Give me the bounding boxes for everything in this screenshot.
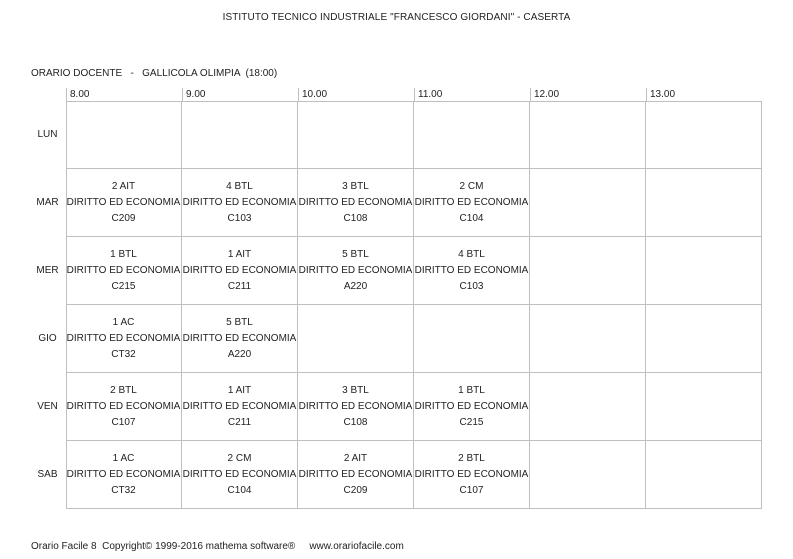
empty-cell [530, 305, 646, 373]
lesson-class: 5 BTL [342, 248, 369, 260]
lesson-room: C211 [227, 280, 252, 292]
lesson-room: C104 [227, 485, 252, 496]
hour-tick [414, 88, 415, 101]
lesson-room: C108 [343, 416, 368, 428]
lesson-cell [66, 237, 182, 305]
empty-cell [646, 305, 762, 373]
lesson-cell [414, 373, 530, 441]
lesson-cell [182, 237, 298, 305]
lesson-room: C108 [343, 212, 368, 224]
lesson-room: A220 [227, 348, 252, 360]
lesson-subject: DIRITTO ED ECONOMIA [182, 469, 297, 480]
day-label-mar: MAR [36, 197, 59, 208]
lesson-subject: DIRITTO ED ECONOMIA [66, 469, 181, 480]
lesson-class: 4 BTL [226, 180, 253, 192]
lesson-room: C211 [227, 416, 252, 428]
lesson-class: 1 AC [112, 316, 135, 328]
lesson-subject: DIRITTO ED ECONOMIA [298, 264, 413, 276]
hour-label: 11.00 [418, 89, 443, 100]
lesson-cell [66, 305, 182, 373]
timetable-grid [66, 101, 762, 509]
lesson-room: C209 [343, 485, 368, 496]
empty-cell [182, 101, 298, 169]
hour-tick [66, 88, 67, 101]
lesson-subject: DIRITTO ED ECONOMIA [414, 196, 529, 208]
lesson-room: C107 [111, 416, 136, 428]
lesson-class: 1 AIT [227, 248, 252, 260]
empty-cell [414, 101, 530, 169]
empty-cell [298, 101, 414, 169]
lesson-subject: DIRITTO ED ECONOMIA [298, 469, 413, 480]
empty-cell [298, 305, 414, 373]
empty-cell [646, 169, 762, 237]
lesson-subject: DIRITTO ED ECONOMIA [298, 196, 413, 208]
lesson-subject: DIRITTO ED ECONOMIA [66, 264, 181, 276]
lesson-cell [414, 237, 530, 305]
empty-cell [530, 441, 646, 509]
lesson-cell [182, 305, 298, 373]
lesson-subject: DIRITTO ED ECONOMIA [414, 264, 529, 276]
footer-copyright: Orario Facile 8 Copyright© 1999-2016 mathema software® [31, 541, 296, 552]
school-title: ISTITUTO TECNICO INDUSTRIALE "FRANCESCO GIORDANI" - CASERTA [222, 12, 571, 23]
hour-label: 13.00 [650, 89, 676, 100]
empty-cell [646, 237, 762, 305]
day-label-ven: VEN [37, 401, 58, 412]
lesson-subject: DIRITTO ED ECONOMIA [182, 400, 297, 412]
hour-tick [646, 88, 647, 101]
lesson-class: 3 BTL [342, 180, 369, 192]
lesson-subject: DIRITTO ED ECONOMIA [414, 400, 529, 412]
lesson-cell [298, 169, 414, 237]
lesson-class: 3 BTL [342, 384, 369, 396]
hour-tick [530, 88, 531, 101]
lesson-class: 4 BTL [458, 248, 485, 260]
lesson-room: C215 [459, 416, 484, 428]
empty-cell [646, 441, 762, 509]
empty-cell [646, 101, 762, 169]
lesson-class: 5 BTL [226, 316, 253, 328]
empty-cell [646, 373, 762, 441]
lesson-cell [298, 441, 414, 509]
lesson-room: C215 [111, 280, 136, 292]
hour-label: 10.00 [302, 89, 328, 100]
lesson-cell [182, 441, 298, 509]
lesson-subject: DIRITTO ED ECONOMIA [182, 332, 297, 344]
hour-tick [182, 88, 183, 101]
lesson-class: 2 AIT [111, 180, 136, 192]
lesson-room: C103 [459, 280, 484, 292]
hour-label: 8.00 [70, 89, 90, 100]
empty-cell [530, 237, 646, 305]
empty-cell [414, 305, 530, 373]
lesson-subject: DIRITTO ED ECONOMIA [298, 400, 413, 412]
teacher-line: ORARIO DOCENTE - GALLICOLA OLIMPIA (18:00) [31, 68, 278, 79]
lesson-cell [66, 441, 182, 509]
lesson-subject: DIRITTO ED ECONOMIA [182, 264, 297, 276]
lesson-cell [182, 169, 298, 237]
lesson-subject: DIRITTO ED ECONOMIA [66, 196, 181, 208]
lesson-room: A220 [343, 280, 368, 292]
lesson-class: 1 AIT [227, 384, 252, 396]
footer-url[interactable]: www.orariofacile.com [309, 541, 404, 552]
lesson-cell [298, 237, 414, 305]
lesson-cell [414, 169, 530, 237]
footer [31, 541, 404, 552]
lesson-subject: DIRITTO ED ECONOMIA [66, 332, 181, 344]
empty-cell [530, 373, 646, 441]
lesson-class: 2 CM [459, 180, 484, 192]
lesson-subject: DIRITTO ED ECONOMIA [414, 469, 529, 480]
lesson-room: C103 [227, 212, 252, 224]
lesson-room: C209 [111, 212, 136, 224]
hour-tick [298, 88, 299, 101]
lesson-class: 2 CM [227, 453, 252, 464]
lesson-room: CT32 [111, 348, 136, 360]
empty-cell [530, 101, 646, 169]
lesson-class: 2 AIT [343, 453, 368, 464]
empty-cell [530, 169, 646, 237]
lesson-class: 2 BTL [110, 384, 137, 396]
lesson-class: 1 BTL [458, 384, 485, 396]
lesson-room: C104 [459, 212, 484, 224]
day-label-mer: MER [36, 265, 59, 276]
lesson-cell [66, 373, 182, 441]
lesson-cell [182, 373, 298, 441]
lesson-cell [66, 169, 182, 237]
empty-cell [66, 101, 182, 169]
lesson-class: 1 BTL [110, 248, 137, 260]
lesson-subject: DIRITTO ED ECONOMIA [66, 400, 181, 412]
lesson-cell [298, 373, 414, 441]
day-label-gio: GIO [38, 333, 57, 344]
lesson-room: CT32 [111, 485, 136, 496]
day-label-lun: LUN [37, 129, 58, 140]
hour-label: 12.00 [534, 89, 560, 100]
lesson-cell [414, 441, 530, 509]
lesson-room: C107 [459, 485, 484, 496]
lesson-class: 2 BTL [458, 453, 485, 464]
day-label-sab: SAB [37, 469, 58, 480]
hour-label: 9.00 [186, 89, 206, 100]
lesson-class: 1 AC [112, 453, 135, 464]
lesson-subject: DIRITTO ED ECONOMIA [182, 196, 297, 208]
